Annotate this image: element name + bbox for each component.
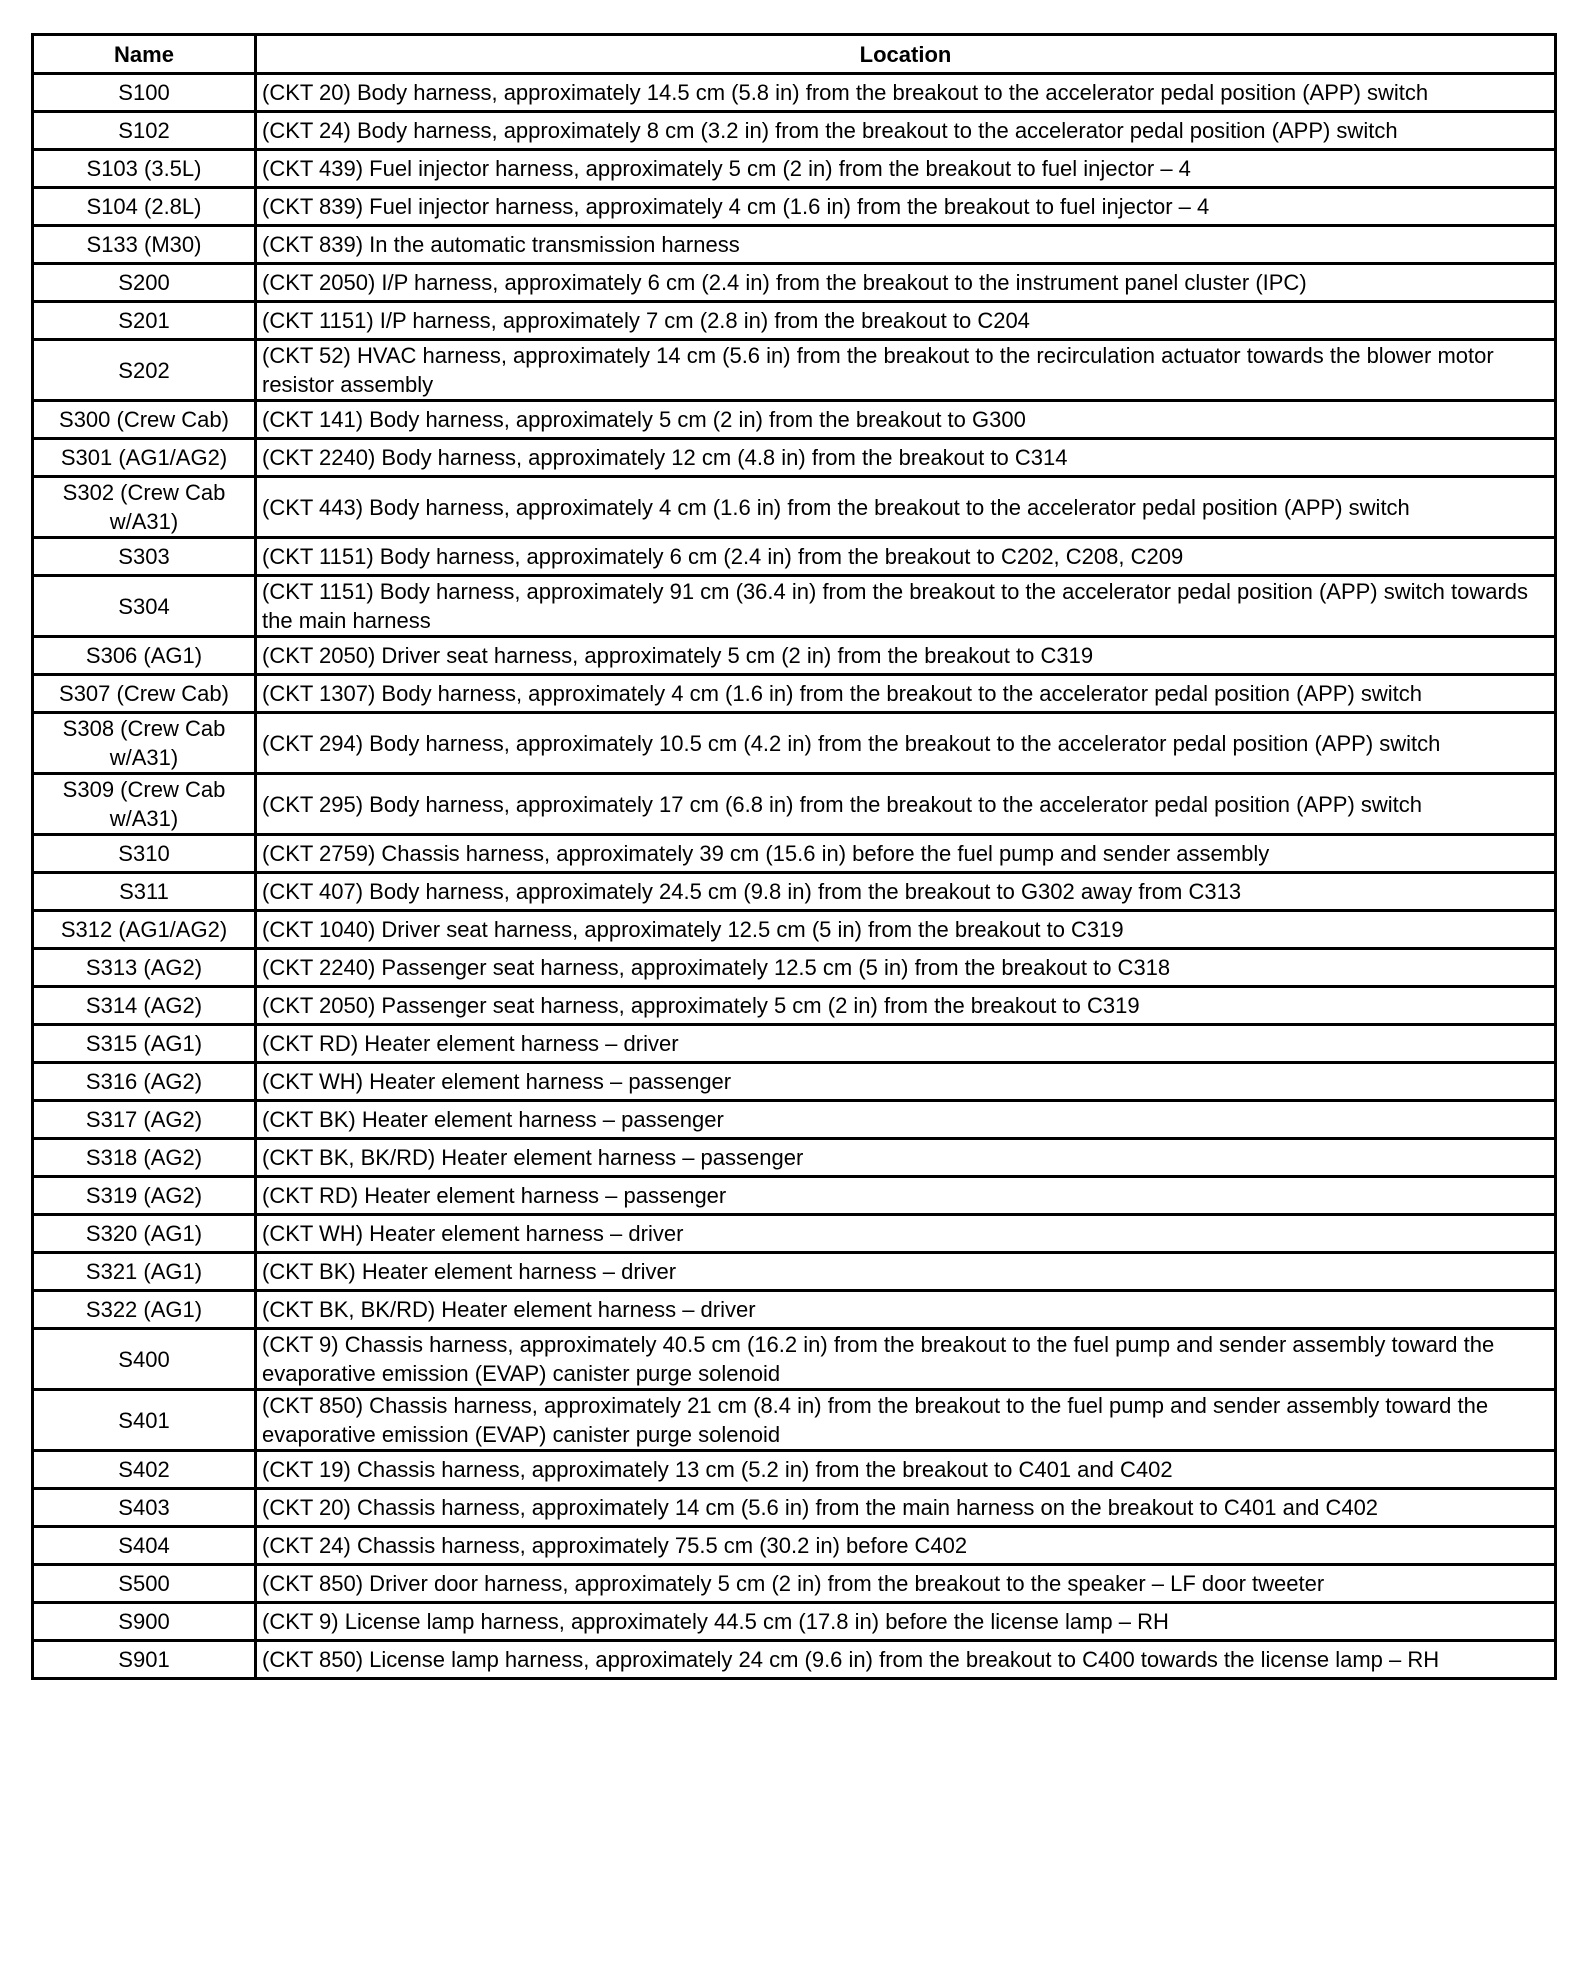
table-row xyxy=(33,911,1556,949)
splice-location-cell: (CKT 850) Chassis harness, approximately 21 cm (8.4 in) from the breakout to the fuel pump and sender assembly toward the evaporative emission (EVAP) canister purge solenoid xyxy=(256,1390,1556,1451)
splice-name-cell: S202 xyxy=(33,340,256,401)
splice-location-cell: (CKT 294) Body harness, approximately 10.5 cm (4.2 in) from the breakout to the accelerator pedal position (APP) switch xyxy=(256,713,1556,774)
table-row xyxy=(33,1390,1556,1451)
splice-name-cell: S201 xyxy=(33,302,256,340)
splice-name-cell: S317 (AG2) xyxy=(33,1101,256,1139)
splice-location-cell: (CKT 19) Chassis harness, approximately 13 cm (5.2 in) from the breakout to C401 and C402 xyxy=(256,1451,1556,1489)
table-row xyxy=(33,1215,1556,1253)
splice-name-cell: S302 (Crew Cab w/A31) xyxy=(33,477,256,538)
table-row xyxy=(33,1253,1556,1291)
splice-name-cell: S320 (AG1) xyxy=(33,1215,256,1253)
splice-location-cell: (CKT 141) Body harness, approximately 5 cm (2 in) from the breakout to G300 xyxy=(256,401,1556,439)
splice-location-cell: (CKT 24) Chassis harness, approximately 75.5 cm (30.2 in) before C402 xyxy=(256,1527,1556,1565)
splice-name-cell: S300 (Crew Cab) xyxy=(33,401,256,439)
splice-location-cell: (CKT BK, BK/RD) Heater element harness – driver xyxy=(256,1291,1556,1329)
splice-location-cell: (CKT 1151) I/P harness, approximately 7 cm (2.8 in) from the breakout to C204 xyxy=(256,302,1556,340)
splice-name-cell: S310 xyxy=(33,835,256,873)
splice-location-cell: (CKT WH) Heater element harness – driver xyxy=(256,1215,1556,1253)
splice-location-cell: (CKT 1307) Body harness, approximately 4 cm (1.6 in) from the breakout to the accelerator pedal position (APP) switch xyxy=(256,675,1556,713)
table-row xyxy=(33,1139,1556,1177)
splice-location-cell: (CKT 2240) Passenger seat harness, approximately 12.5 cm (5 in) from the breakout to C318 xyxy=(256,949,1556,987)
splice-location-cell: (CKT 9) Chassis harness, approximately 40.5 cm (16.2 in) from the breakout to the fuel pump and sender assembly toward the evaporative emission (EVAP) canister purge solenoid xyxy=(256,1329,1556,1390)
splice-name-cell: S103 (3.5L) xyxy=(33,150,256,188)
table-row xyxy=(33,1489,1556,1527)
table-row xyxy=(33,1527,1556,1565)
splice-location-cell: (CKT 295) Body harness, approximately 17 cm (6.8 in) from the breakout to the accelerator pedal position (APP) switch xyxy=(256,774,1556,835)
table-row xyxy=(33,401,1556,439)
splice-location-cell: (CKT 850) License lamp harness, approximately 24 cm (9.6 in) from the breakout to C400 towards the license lamp – RH xyxy=(256,1641,1556,1679)
splice-location-cell: (CKT 2240) Body harness, approximately 12 cm (4.8 in) from the breakout to C314 xyxy=(256,439,1556,477)
table-row xyxy=(33,1177,1556,1215)
splice-name-cell: S303 xyxy=(33,538,256,576)
splice-name-cell: S313 (AG2) xyxy=(33,949,256,987)
splice-name-cell: S318 (AG2) xyxy=(33,1139,256,1177)
table-header-row xyxy=(33,35,1556,74)
table-row xyxy=(33,675,1556,713)
splice-name-cell: S100 xyxy=(33,74,256,112)
splice-location-cell: (CKT 20) Chassis harness, approximately 14 cm (5.6 in) from the main harness on the breakout to C401 and C402 xyxy=(256,1489,1556,1527)
splice-location-cell: (CKT 2050) Driver seat harness, approximately 5 cm (2 in) from the breakout to C319 xyxy=(256,637,1556,675)
splice-location-cell: (CKT 24) Body harness, approximately 8 cm (3.2 in) from the breakout to the accelerator pedal position (APP) switch xyxy=(256,112,1556,150)
splice-name-cell: S500 xyxy=(33,1565,256,1603)
splice-name-cell: S104 (2.8L) xyxy=(33,188,256,226)
splice-location-cell: (CKT 52) HVAC harness, approximately 14 cm (5.6 in) from the breakout to the recirculation actuator towards the blower motor resistor assembly xyxy=(256,340,1556,401)
table-row xyxy=(33,1641,1556,1679)
splice-location-cell: (CKT 2050) I/P harness, approximately 6 cm (2.4 in) from the breakout to the instrument panel cluster (IPC) xyxy=(256,264,1556,302)
table-row xyxy=(33,1329,1556,1390)
table-row xyxy=(33,150,1556,188)
table-row xyxy=(33,576,1556,637)
table-row xyxy=(33,1451,1556,1489)
splice-location-cell: (CKT BK, BK/RD) Heater element harness – passenger xyxy=(256,1139,1556,1177)
table-row xyxy=(33,1603,1556,1641)
splice-location-cell: (CKT 439) Fuel injector harness, approximately 5 cm (2 in) from the breakout to fuel injector – 4 xyxy=(256,150,1556,188)
splice-name-cell: S309 (Crew Cab w/A31) xyxy=(33,774,256,835)
table-row xyxy=(33,439,1556,477)
splice-location-cell: (CKT 407) Body harness, approximately 24.5 cm (9.8 in) from the breakout to G302 away from C313 xyxy=(256,873,1556,911)
table-row xyxy=(33,188,1556,226)
name-column-header: Name xyxy=(33,35,256,74)
table-row xyxy=(33,538,1556,576)
table-row xyxy=(33,112,1556,150)
table-row xyxy=(33,264,1556,302)
table-row xyxy=(33,74,1556,112)
splice-location-cell: (CKT 839) In the automatic transmission harness xyxy=(256,226,1556,264)
table-row xyxy=(33,226,1556,264)
splice-location-cell: (CKT 20) Body harness, approximately 14.5 cm (5.8 in) from the breakout to the accelerator pedal position (APP) switch xyxy=(256,74,1556,112)
splice-location-cell: (CKT 1040) Driver seat harness, approximately 12.5 cm (5 in) from the breakout to C319 xyxy=(256,911,1556,949)
splice-name-cell: S307 (Crew Cab) xyxy=(33,675,256,713)
splice-name-cell: S319 (AG2) xyxy=(33,1177,256,1215)
location-column-header: Location xyxy=(256,35,1556,74)
splice-name-cell: S301 (AG1/AG2) xyxy=(33,439,256,477)
splice-location-cell: (CKT 2050) Passenger seat harness, approximately 5 cm (2 in) from the breakout to C319 xyxy=(256,987,1556,1025)
table-row xyxy=(33,302,1556,340)
table-row xyxy=(33,873,1556,911)
splice-location-cell: (CKT 850) Driver door harness, approximately 5 cm (2 in) from the breakout to the speaker – LF door tweeter xyxy=(256,1565,1556,1603)
splice-name-cell: S314 (AG2) xyxy=(33,987,256,1025)
splice-name-cell: S306 (AG1) xyxy=(33,637,256,675)
table-row xyxy=(33,949,1556,987)
splice-location-cell: (CKT RD) Heater element harness – passenger xyxy=(256,1177,1556,1215)
splice-location-cell: (CKT 9) License lamp harness, approximately 44.5 cm (17.8 in) before the license lamp – RH xyxy=(256,1603,1556,1641)
table-row xyxy=(33,340,1556,401)
splice-name-cell: S316 (AG2) xyxy=(33,1063,256,1101)
table-row xyxy=(33,637,1556,675)
splice-location-cell: (CKT 2759) Chassis harness, approximately 39 cm (15.6 in) before the fuel pump and sender assembly xyxy=(256,835,1556,873)
table-row xyxy=(33,713,1556,774)
splice-location-cell: (CKT 443) Body harness, approximately 4 cm (1.6 in) from the breakout to the accelerator pedal position (APP) switch xyxy=(256,477,1556,538)
table-body xyxy=(33,74,1556,1679)
splice-name-cell: S308 (Crew Cab w/A31) xyxy=(33,713,256,774)
splice-name-cell: S321 (AG1) xyxy=(33,1253,256,1291)
splice-name-cell: S404 xyxy=(33,1527,256,1565)
splice-name-cell: S322 (AG1) xyxy=(33,1291,256,1329)
splice-name-cell: S315 (AG1) xyxy=(33,1025,256,1063)
splice-name-cell: S102 xyxy=(33,112,256,150)
table-row xyxy=(33,1025,1556,1063)
splice-name-cell: S304 xyxy=(33,576,256,637)
table-row xyxy=(33,1565,1556,1603)
table-row xyxy=(33,477,1556,538)
splice-location-cell: (CKT 1151) Body harness, approximately 6 cm (2.4 in) from the breakout to C202, C208, C209 xyxy=(256,538,1556,576)
splice-location-cell: (CKT RD) Heater element harness – driver xyxy=(256,1025,1556,1063)
splice-location-cell: (CKT 1151) Body harness, approximately 91 cm (36.4 in) from the breakout to the accelerator pedal position (APP) switch towards the main harness xyxy=(256,576,1556,637)
splice-name-cell: S901 xyxy=(33,1641,256,1679)
splice-name-cell: S400 xyxy=(33,1329,256,1390)
splice-location-cell: (CKT WH) Heater element harness – passenger xyxy=(256,1063,1556,1101)
table-row xyxy=(33,1291,1556,1329)
splice-location-table xyxy=(31,33,1557,1680)
table-row xyxy=(33,774,1556,835)
splice-name-cell: S200 xyxy=(33,264,256,302)
splice-name-cell: S312 (AG1/AG2) xyxy=(33,911,256,949)
splice-name-cell: S402 xyxy=(33,1451,256,1489)
splice-name-cell: S133 (M30) xyxy=(33,226,256,264)
splice-name-cell: S403 xyxy=(33,1489,256,1527)
splice-name-cell: S311 xyxy=(33,873,256,911)
splice-name-cell: S900 xyxy=(33,1603,256,1641)
splice-location-cell: (CKT BK) Heater element harness – passenger xyxy=(256,1101,1556,1139)
splice-location-cell: (CKT BK) Heater element harness – driver xyxy=(256,1253,1556,1291)
table-row xyxy=(33,835,1556,873)
table-row xyxy=(33,1101,1556,1139)
splice-location-cell: (CKT 839) Fuel injector harness, approximately 4 cm (1.6 in) from the breakout to fuel injector – 4 xyxy=(256,188,1556,226)
table-row xyxy=(33,1063,1556,1101)
splice-name-cell: S401 xyxy=(33,1390,256,1451)
table-row xyxy=(33,987,1556,1025)
